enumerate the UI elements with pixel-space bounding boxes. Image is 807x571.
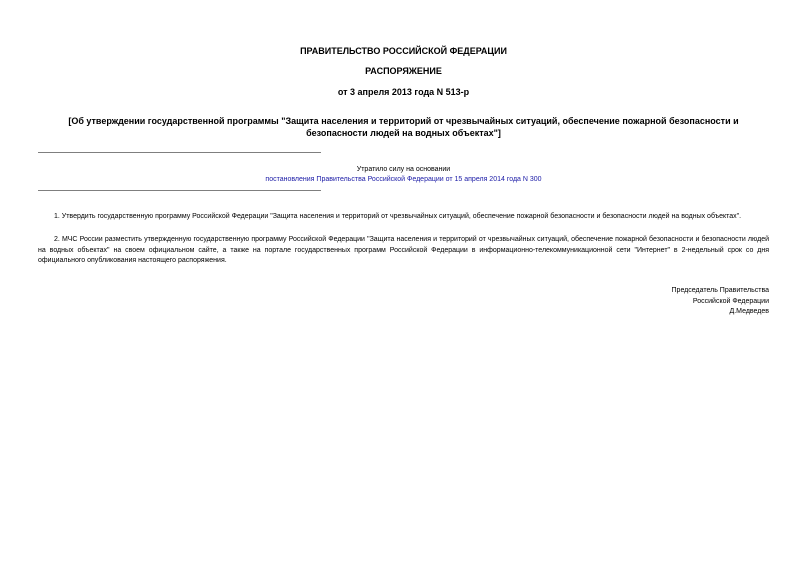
signature-position-line1: Председатель Правительства bbox=[671, 287, 769, 294]
government-heading: ПРАВИТЕЛЬСТВО РОССИЙСКОЙ ФЕДЕРАЦИИ bbox=[300, 46, 507, 56]
signature-block bbox=[672, 286, 769, 318]
divider-bottom bbox=[38, 190, 321, 191]
divider-top bbox=[38, 152, 321, 153]
signature-position-line2: Российской Федерации bbox=[692, 297, 769, 305]
status-note: Утратило силу на основании bbox=[356, 166, 451, 173]
paragraph-2: 2. МЧС России разместить утвержденную государственную программу Российской Федерации "Защита населения и территорий от чрезвычайных ситуаций, обеспечение пожарной безопасности и безопасности людей на водных объектах" на своем официальном сайте, а также на портале государственных программ Российской Федерации в информационно-телекоммуникационной сети "Интернет" в 2-недельный срок со дня официального опубликования настоящего распоряжения. bbox=[38, 236, 769, 264]
document-date-number: от 3 апреля 2013 года N 513-р bbox=[337, 87, 470, 97]
paragraph-1: 1. Утвердить государственную программу Российской Федерации "Защита населения и территорий от чрезвычайных ситуаций, обеспечение пожарной безопасности и безопасности людей на водных объектах". bbox=[54, 213, 742, 220]
document-title: [Об утверждении государственной программы "Защита населения и территорий от чрезвычайных ситуаций, обеспечение пожарной безопасности и безопасности людей на водных объектах"] bbox=[68, 116, 739, 138]
status-note-link[interactable]: постановления Правительства Российской Федерации от 15 апреля 2014 года N 300 bbox=[265, 176, 542, 183]
signature-name: Д.Медведев bbox=[729, 308, 769, 315]
document-type-heading: РАСПОРЯЖЕНИЕ bbox=[365, 66, 442, 76]
